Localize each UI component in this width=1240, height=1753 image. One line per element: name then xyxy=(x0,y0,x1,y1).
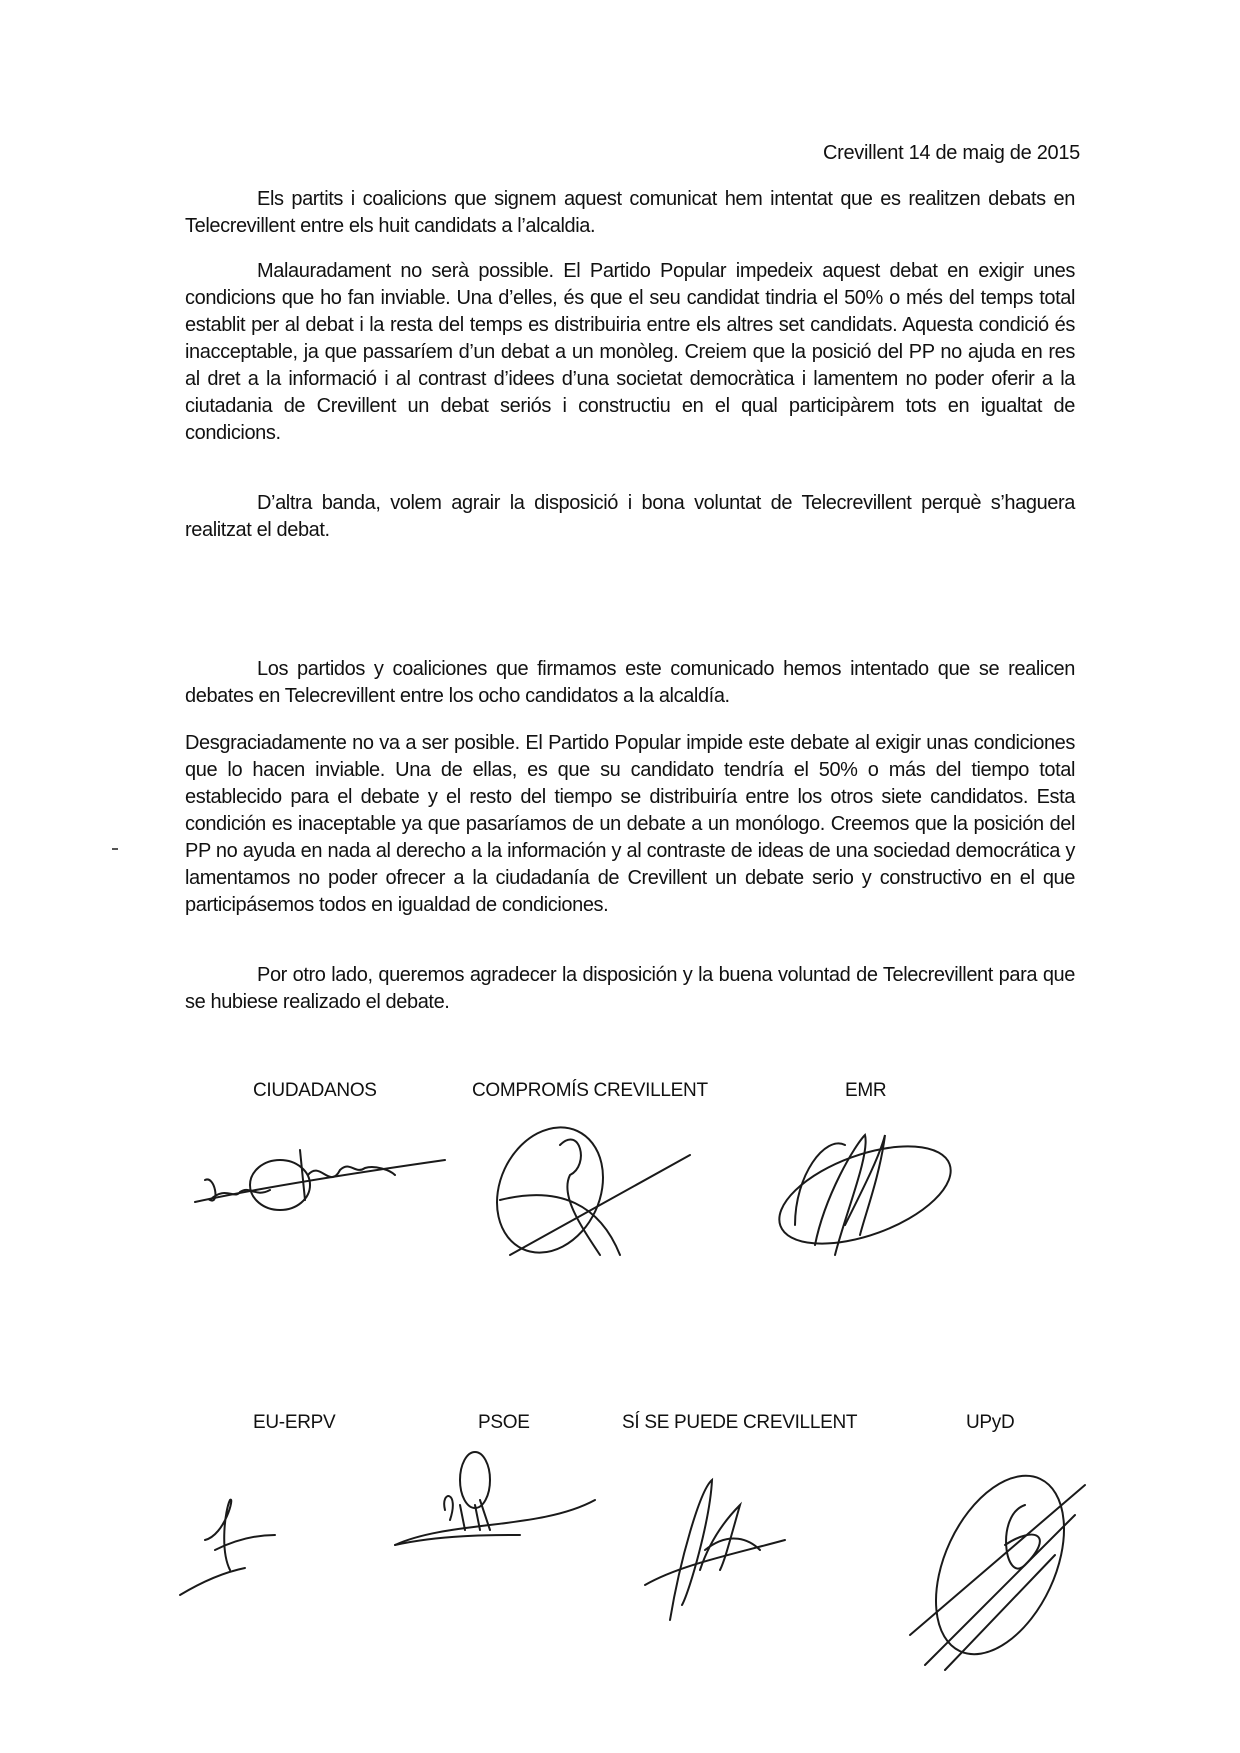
signatory-label-psoe: PSOE xyxy=(478,1412,530,1433)
signature-emr xyxy=(785,1115,965,1265)
signature-ciudadanos xyxy=(190,1130,470,1220)
spanish-paragraph-thanks: Por otro lado, queremos agradecer la disposición y la buena voluntad de Telecrevillent para que se hubiese realizado el debate. xyxy=(185,964,1075,1013)
catalan-paragraph-thanks: D’altra banda, volem agrair la disposició i bona voluntat de Telecrevillent perquè s’haguera realitzat el debat. xyxy=(185,492,1075,541)
scan-speck xyxy=(112,848,118,850)
catalan-paragraph-body: Malauradament no serà possible. El Partido Popular impedeix aquest debat en exigir unes condicions que ho fan inviable. Una d’elles, és que el seu candidat tindria el 50% o més del temps total establit per al debat i la resta del temps es distribuiria entre els altres set candidats. Aquesta condició és inacceptable, ja que passaríem d’un debat a un monòleg. Creiem que la posició del PP no ajuda en res al dret a la informació i al contrast d’idees d’una societat democràtica i lamentem no poder oferir a la ciutadania de Crevillent un debat seriós i constructiu en el qual participàrem tots en igualtat de condicions. xyxy=(185,260,1075,444)
spanish-paragraph-intro: Los partidos y coaliciones que firmamos este comunicado hemos intentado que se realicen debates en Telecrevillent entre los ocho candidatos a la alcaldía. xyxy=(185,658,1075,707)
signature-si-se-puede xyxy=(640,1460,790,1630)
signatory-label-eu-erpv: EU-ERPV xyxy=(253,1412,336,1433)
signatory-label-si-se-puede: SÍ SE PUEDE CREVILLENT xyxy=(622,1412,858,1433)
spanish-paragraph-body: Desgraciadamente no va a ser posible. El Partido Popular impide este debate al exigir unas condiciones que lo hacen inviable. Una de ellas, es que su candidato tendría el 50% o más del tiempo total establecido para el debate y el resto del tiempo se distribuiría entre los otros siete candidatos. Esta condición es inaceptable ya que pasaríamos de un debate a un monólogo. Creemos que la posición del PP no ayuda en nada al derecho a la información y al contraste de ideas de una sociedad democrática y lamentamos no poder ofrecer a la ciudadanía de Crevillent un debate serio y constructivo en el que participásemos todos en igualdad de condiciones. xyxy=(185,732,1075,916)
catalan-paragraph-intro: Els partits i coalicions que signem aquest comunicat hem intentat que es realitzen debats en Telecrevillent entre els huit candidats a l’alcaldia. xyxy=(185,188,1075,237)
signature-psoe xyxy=(390,1450,600,1550)
signature-compromis xyxy=(490,1115,710,1265)
signatory-label-compromis: COMPROMÍS CREVILLENT xyxy=(472,1080,708,1101)
signature-eu-erpv xyxy=(175,1490,295,1600)
signatory-label-upyd: UPyD xyxy=(966,1412,1015,1433)
document-date: Crevillent 14 de maig de 2015 xyxy=(822,142,1080,164)
signature-upyd xyxy=(905,1455,1105,1675)
signatory-label-ciudadanos: CIUDADANOS xyxy=(253,1080,377,1101)
signatory-label-emr: EMR xyxy=(845,1080,887,1101)
